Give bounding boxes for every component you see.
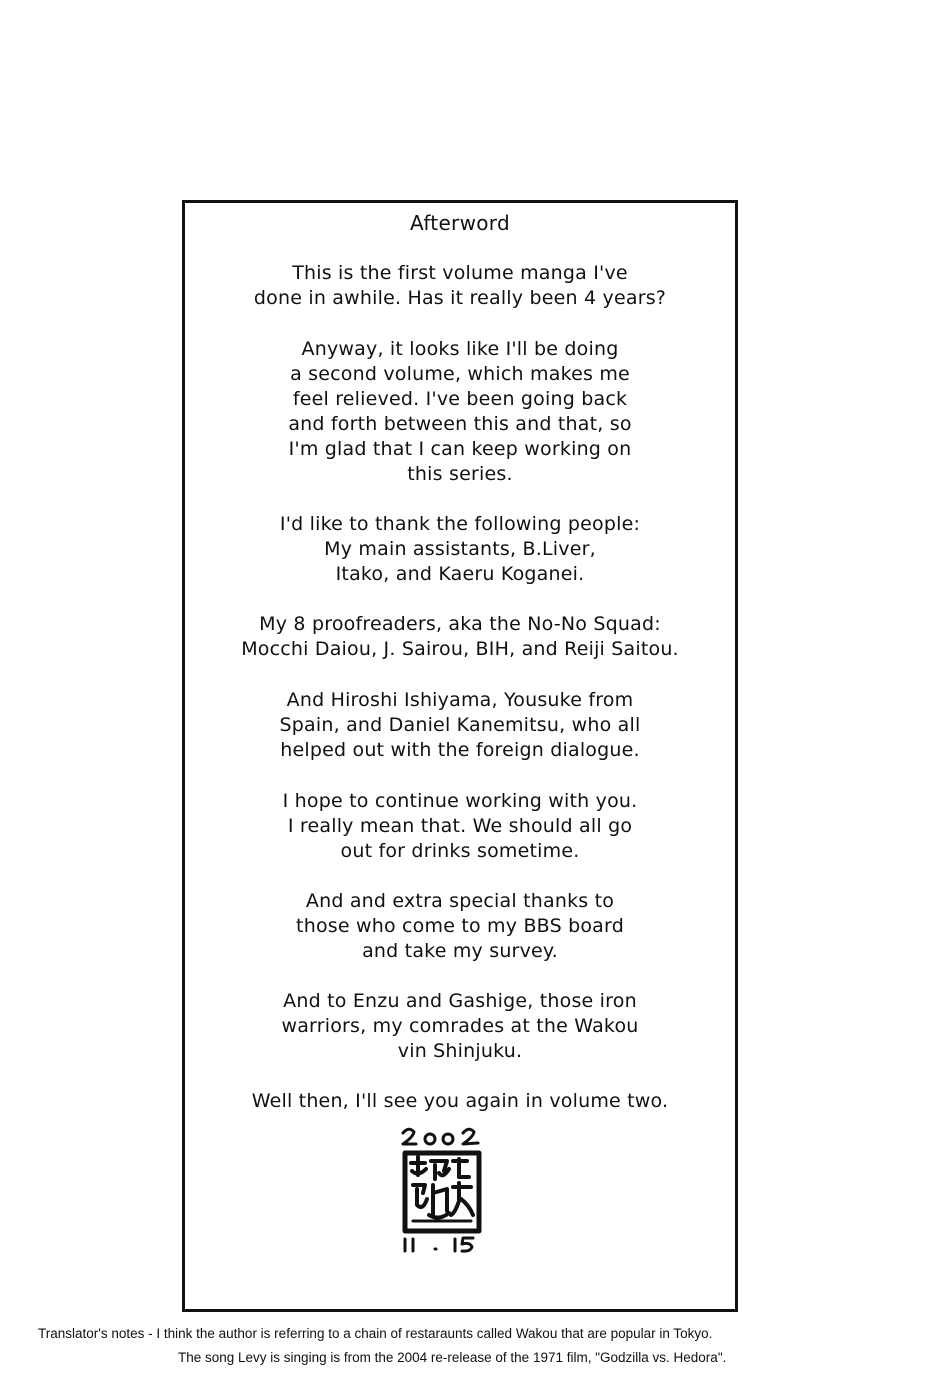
text-line: My 8 proofreaders, aka the No-No Squad: <box>259 613 661 635</box>
paragraph-9 <box>185 1089 735 1114</box>
text-line: out for drinks sometime. <box>340 840 580 862</box>
text-line: Mocchi Daiou, J. Sairou, BIH, and Reiji Saitou. <box>241 638 679 660</box>
paragraph-1 <box>185 261 735 311</box>
text-line: vin Shinjuku. <box>397 1040 523 1062</box>
text-line: warriors, my comrades at the Wakou <box>281 1015 639 1037</box>
paragraph-6 <box>185 789 735 864</box>
afterword-frame <box>182 200 738 1312</box>
text-line: a second volume, which makes me <box>290 363 630 385</box>
text-line: My main assistants, B.Liver, <box>324 538 596 560</box>
translator-note-line-2: The song Levy is singing is from the 2004 re-release of the 1971 film, "Godzilla vs. Hedora". <box>178 1350 727 1365</box>
paragraph-7 <box>185 889 735 964</box>
paragraph-3 <box>185 512 735 587</box>
paragraph-2 <box>185 337 735 487</box>
text-line: I really mean that. We should all go <box>287 815 633 837</box>
text-line: And to Enzu and Gashige, those iron <box>283 990 637 1012</box>
text-line: feel relieved. I've been going back <box>292 388 628 410</box>
text-line: Well then, I'll see you again in volume two. <box>251 1090 669 1112</box>
text-line: helped out with the foreign dialogue. <box>280 739 640 761</box>
text-line: I'm glad that I can keep working on <box>288 438 632 460</box>
translator-note-line-1: Translator's notes - I think the author is referring to a chain of restaraunts called Wakou that are popular in Tokyo. <box>38 1326 713 1341</box>
text-line: Anyway, it looks like I'll be doing <box>301 338 619 360</box>
signature-seal <box>393 1123 493 1255</box>
afterword-title: Afterword <box>410 211 510 235</box>
text-line: and take my survey. <box>362 940 558 962</box>
text-line: I'd like to thank the following people: <box>279 513 641 535</box>
handwritten-seal-icon <box>393 1123 493 1255</box>
text-line: And Hiroshi Ishiyama, Yousuke from <box>286 689 634 711</box>
text-line: Itako, and Kaeru Koganei. <box>335 563 585 585</box>
text-line: Spain, and Daniel Kanemitsu, who all <box>279 714 641 736</box>
text-line: those who come to my BBS board <box>296 915 624 937</box>
text-line: This is the first volume manga I've <box>292 262 628 284</box>
text-line: this series. <box>407 463 513 485</box>
text-line: And and extra special thanks to <box>305 890 615 912</box>
paragraph-8 <box>185 989 735 1064</box>
text-line: done in awhile. Has it really been 4 years? <box>253 287 667 309</box>
paragraph-4 <box>185 612 735 662</box>
paragraph-5 <box>185 688 735 763</box>
text-line: I hope to continue working with you. <box>282 790 638 812</box>
text-line: and forth between this and that, so <box>288 413 632 435</box>
